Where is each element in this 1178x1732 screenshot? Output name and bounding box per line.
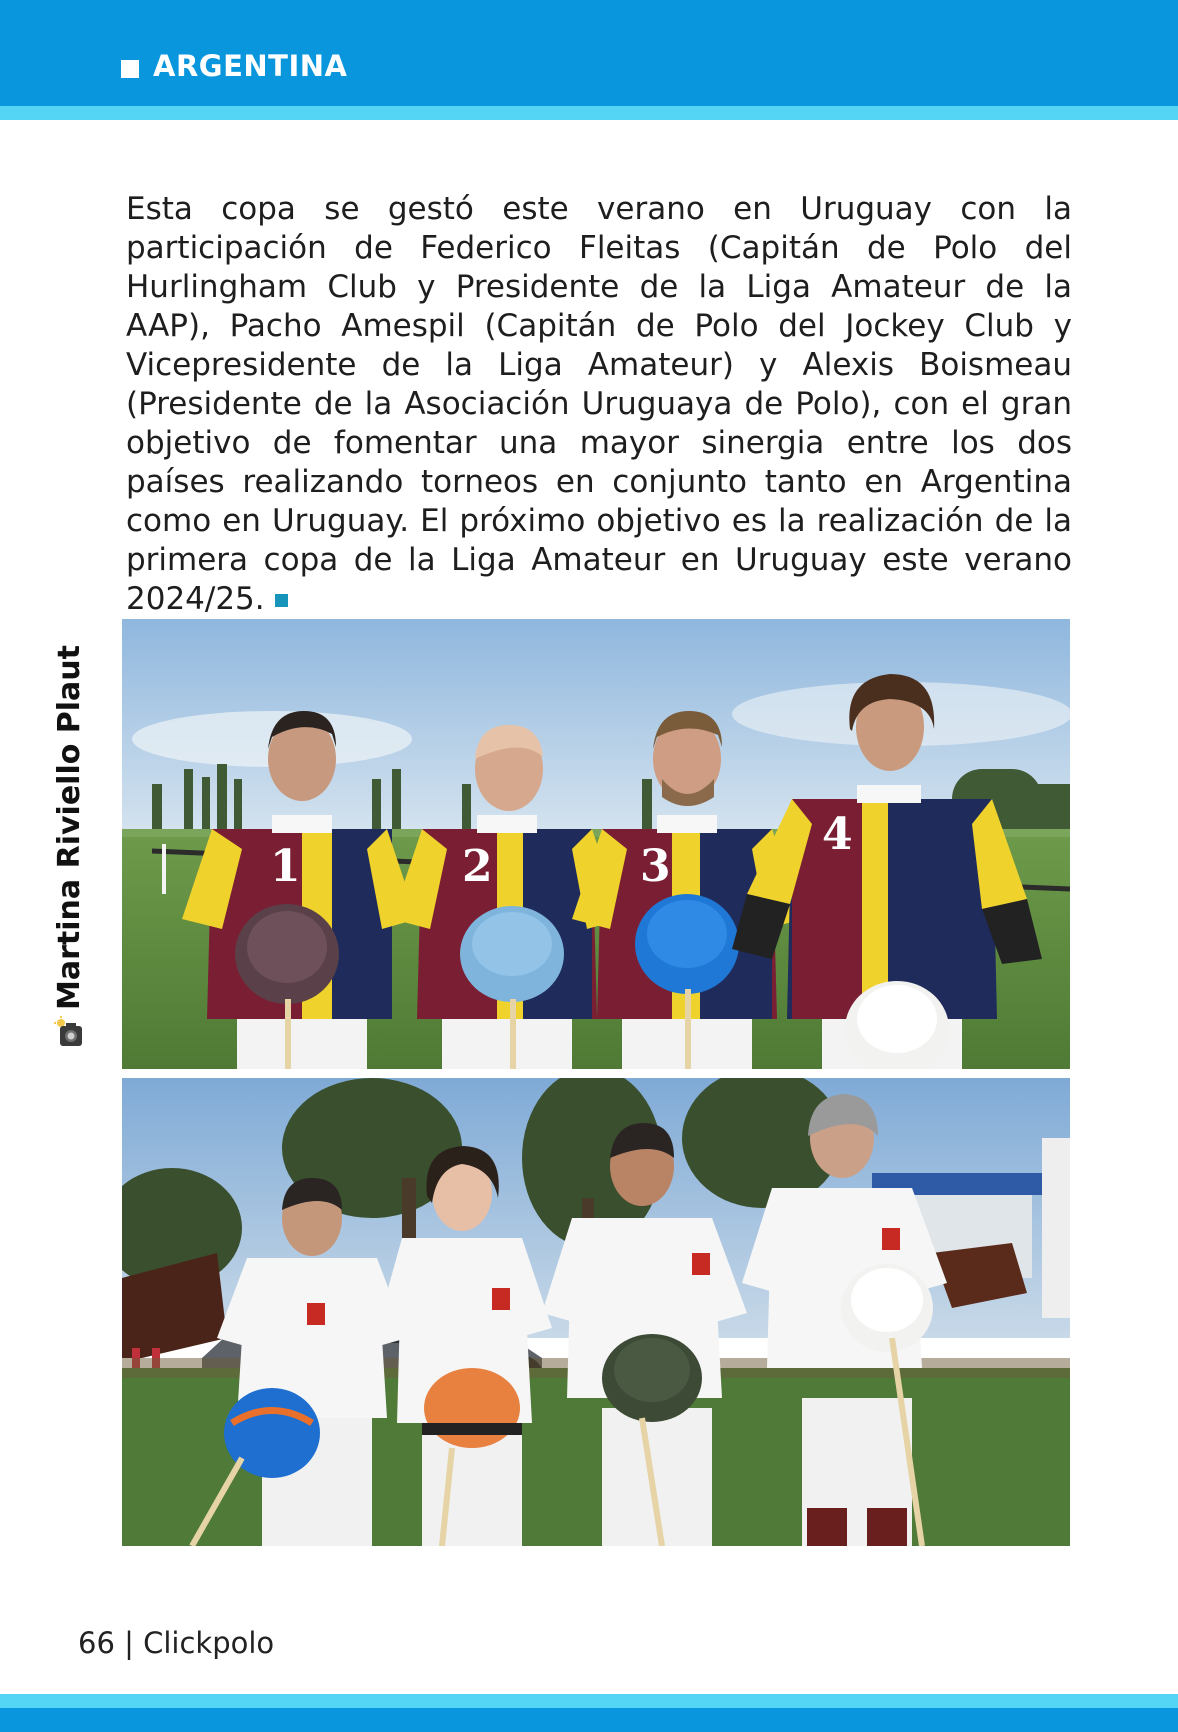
article-body	[126, 190, 1072, 619]
footer-bar	[0, 1708, 1178, 1732]
article-paragraph: Esta copa se gestó este verano en Uruguay con la participación de Federico Fleitas (Capitán de Polo del Hurlingham Club y Presidente de la Liga Amateur de la AAP), Pacho Amespil (Capitán de Polo del Jockey Club y Vicepresidente de la Liga Amateur) y Alexis Boismeau (Presidente de la Asociación Uruguaya de Polo), con el gran objetivo de fomentar una mayor sinergia entre los dos países realizando torneos en conjunto tanto en Argentina como en Uruguay. El próximo objetivo es la realización de la primera copa de la Liga Amateur en Uruguay este verano 2024/25.	[126, 191, 1072, 617]
header-stripe	[0, 106, 1178, 120]
photo-credit	[52, 615, 92, 1010]
jersey-number: 3	[640, 841, 671, 892]
end-of-article-mark	[275, 594, 288, 607]
jersey-number: 2	[462, 841, 493, 892]
camera-icon	[52, 1015, 86, 1049]
team-photo-numbered-jerseys	[122, 619, 1070, 1069]
page-footer: 66 | Clickpolo	[78, 1626, 275, 1660]
section-title: ARGENTINA	[153, 49, 348, 83]
footer-stripe	[0, 1694, 1178, 1708]
team-photo-white-shirts	[122, 1078, 1070, 1546]
photo-credit-name: Martina Riviello Plaut	[52, 645, 87, 1010]
section-marker-square	[121, 60, 139, 78]
jersey-number: 4	[822, 809, 853, 860]
jersey-number: 1	[270, 841, 301, 892]
